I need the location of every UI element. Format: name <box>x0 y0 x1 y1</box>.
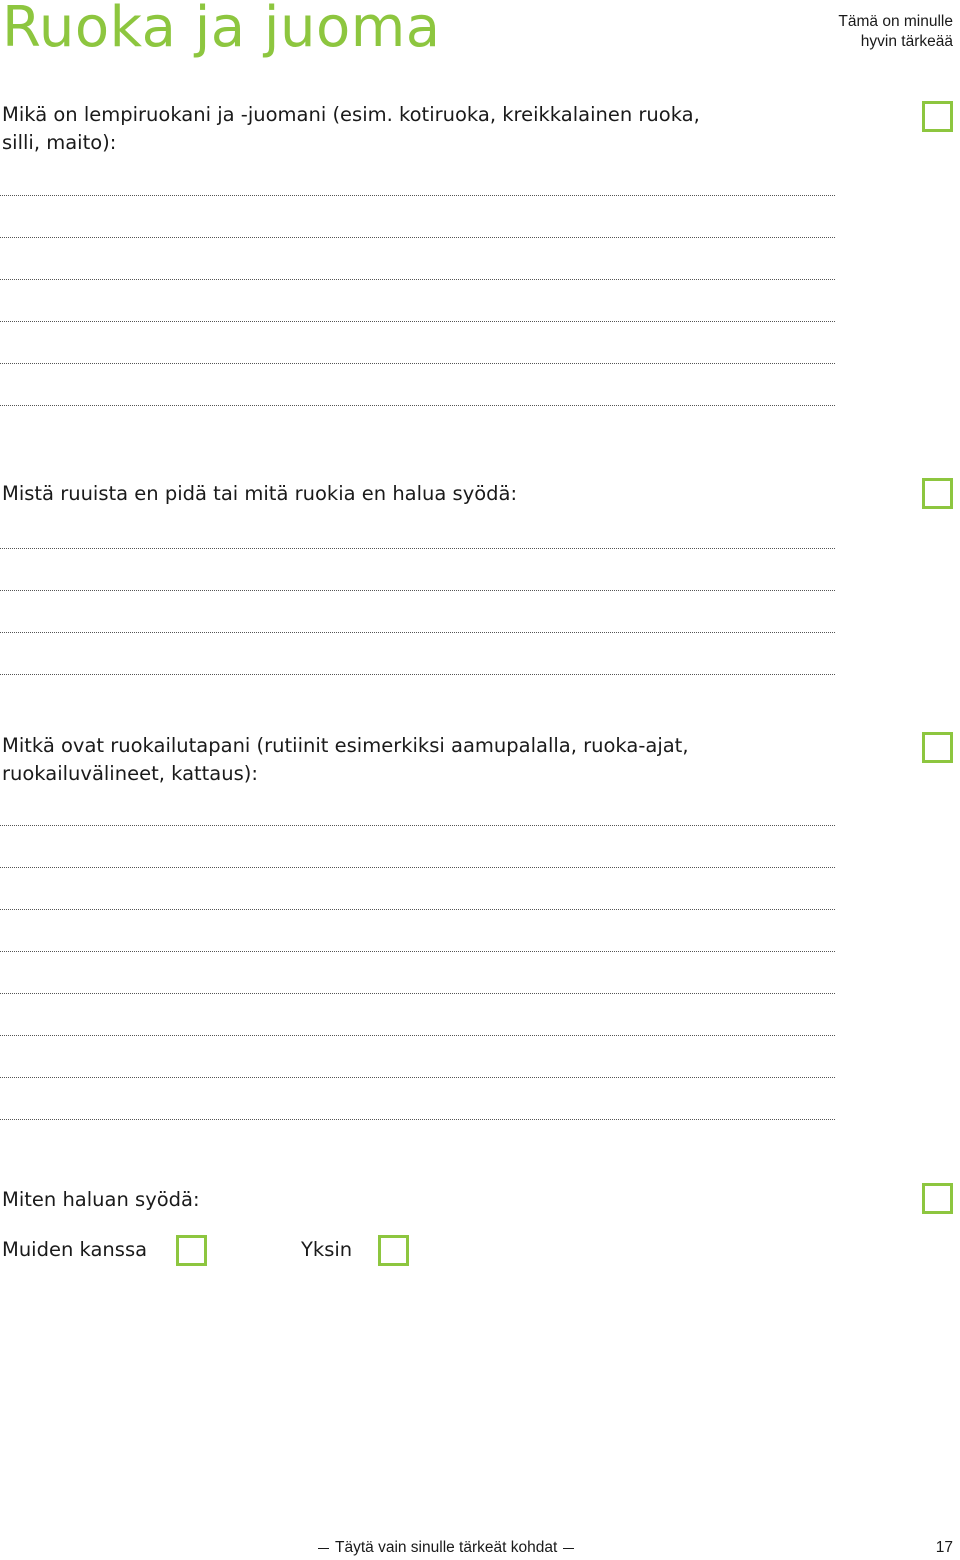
answer-line[interactable] <box>0 279 835 280</box>
footer <box>318 1537 574 1559</box>
footer-dash-right <box>563 1548 574 1549</box>
answer-line[interactable] <box>0 1077 835 1078</box>
important-checkbox-disliked-food[interactable] <box>922 478 953 509</box>
answer-line[interactable] <box>0 867 835 868</box>
answer-line[interactable] <box>0 548 835 549</box>
question-how-to-eat <box>2 1186 762 1214</box>
answer-line[interactable] <box>0 993 835 994</box>
answer-line[interactable] <box>0 321 835 322</box>
page-title: Ruoka ja juoma <box>2 0 441 60</box>
answer-line[interactable] <box>0 405 835 406</box>
page-number: 17 <box>935 1539 953 1556</box>
question-text-line1: Mistä ruuista en pidä tai mitä ruokia en halua syödä: <box>2 482 518 505</box>
answer-line[interactable] <box>0 195 835 196</box>
answer-line[interactable] <box>0 825 835 826</box>
question-eating-habits <box>2 732 762 788</box>
answer-line[interactable] <box>0 674 835 675</box>
option-label-alone: Yksin <box>301 1238 353 1261</box>
importance-column-header <box>753 12 953 52</box>
answer-line[interactable] <box>0 363 835 364</box>
answer-line[interactable] <box>0 237 835 238</box>
important-checkbox-how-to-eat[interactable] <box>922 1183 953 1214</box>
important-checkbox-favorite-food[interactable] <box>922 101 953 132</box>
importance-header-line2: hyvin tärkeää <box>860 33 953 50</box>
footer-text: Täytä vain sinulle tärkeät kohdat <box>335 1539 558 1556</box>
question-text-line1: Miten haluan syödä: <box>2 1188 200 1211</box>
question-disliked-food <box>2 480 762 508</box>
answer-line[interactable] <box>0 951 835 952</box>
question-text-line2: ruokailuvälineet, kattaus): <box>2 762 258 785</box>
answer-line[interactable] <box>0 909 835 910</box>
option-checkbox-with-others[interactable] <box>176 1235 207 1266</box>
question-text-line1: Mitkä ovat ruokailutapani (rutiinit esimerkiksi aamupalalla, ruoka-ajat, <box>2 734 689 757</box>
question-text-line1: Mikä on lempiruokani ja -juomani (esim. kotiruoka, kreikkalainen ruoka, <box>2 103 700 126</box>
footer-dash-left <box>318 1548 329 1549</box>
option-checkbox-alone[interactable] <box>378 1235 409 1266</box>
answer-line[interactable] <box>0 590 835 591</box>
important-checkbox-eating-habits[interactable] <box>922 732 953 763</box>
importance-header-line1: Tämä on minulle <box>838 13 953 30</box>
answer-line[interactable] <box>0 1035 835 1036</box>
question-text-line2: silli, maito): <box>2 131 117 154</box>
answer-line[interactable] <box>0 1119 835 1120</box>
option-label-with-others: Muiden kanssa <box>2 1238 148 1261</box>
question-favorite-food <box>2 101 762 157</box>
answer-line[interactable] <box>0 632 835 633</box>
